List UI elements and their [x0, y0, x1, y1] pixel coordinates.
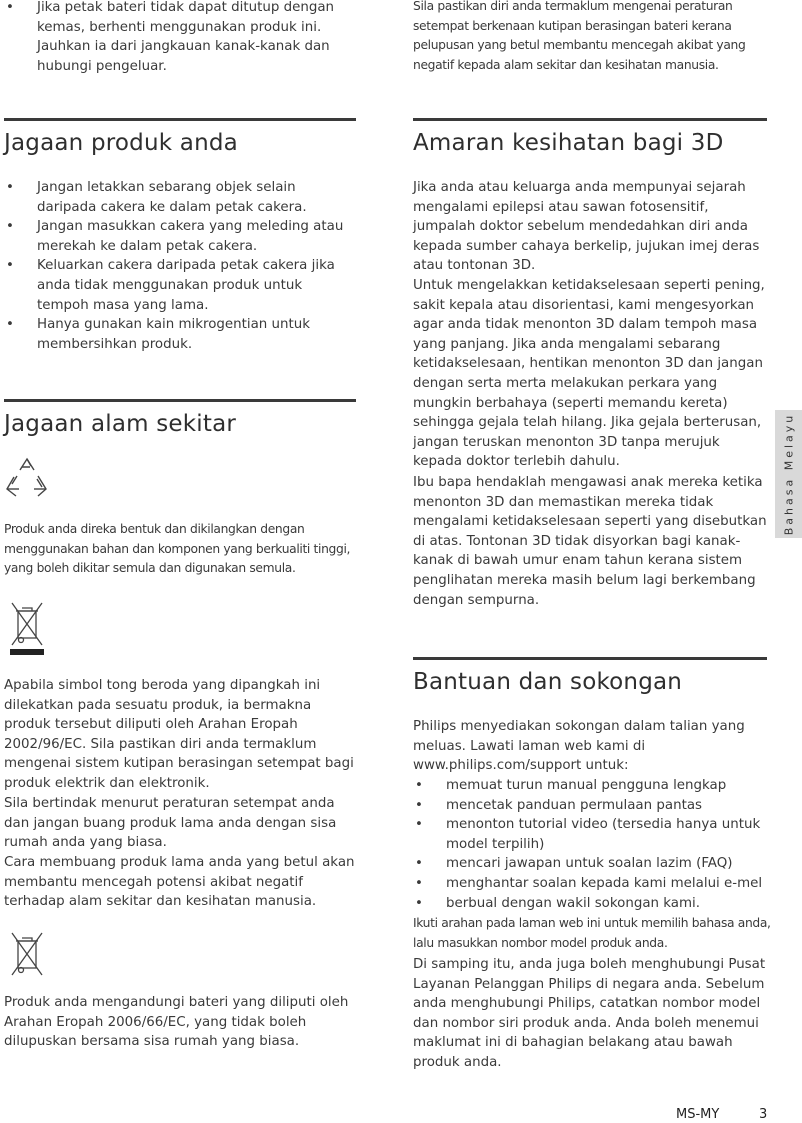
weee-paragraph-3: Cara membuang produk lama anda yang betul akan membantu mencegah potensi akibat negatif terhadap alam sekitar dan kesihatan manusia. — [4, 855, 355, 910]
battery-paragraph: Produk anda mengandungi bateri yang diliputi oleh Arahan Eropah 2006/66/EC, yang tidak boleh dilupuskan bersama sisa rumah yang biasa. — [4, 995, 349, 1050]
support-list — [413, 776, 767, 913]
list-item — [413, 815, 767, 854]
list-item-text: memuat turun manual pengguna lengkap — [446, 778, 727, 793]
list-item — [4, 0, 356, 76]
battery-warning-list — [4, 0, 356, 76]
health-paragraph-2: Untuk mengelakkan ketidakselesaan seperti pening, sakit kepala atau disorientasi, kami mengesyorkan agar anda tidak menonton 3D dalam tempoh masa yang panjang. Jika anda mengalami sebarang ketidakselesaan, hentikan menonton 3D dan jangan dengan serta merta melakukan perkara yang mungkin berbahaya (seperti memandu kereta) sehingga gejala telah hilang. Jika gejala berterusan, jangan teruskan menonton 3D tanpa merujuk kepada doktor terlebih dahulu. — [413, 278, 765, 470]
crossed-bin-icon — [10, 601, 44, 656]
list-item-text: menghantar soalan kepada kami melalui e-mel — [446, 875, 763, 891]
section-rule — [4, 118, 356, 121]
list-item-text: Jangan masukkan cakera yang meleding atau merekah ke dalam petak cakera. — [37, 219, 344, 254]
battery-warning-text: Jika petak bateri tidak dapat ditutup dengan kemas, berhenti menggunakan produk ini. Jauhkan ia dari jangkauan kanak-kanak dan hubungi pengeluar. — [37, 0, 335, 74]
section-title-support: Bantuan dan sokongan — [413, 669, 683, 695]
language-tab-label: Bahasa Melayu — [782, 412, 795, 536]
battery-disposal-text: Sila pastikan diri anda termaklum mengenai peraturan setempat berkenaan kutipan berasingan bateri kerana pelupusan yang betul membantu mencegah akibat yang negatif kepada alam sekitar dan kesihatan manusia. — [413, 0, 746, 72]
weee-paragraph-2: Sila bertindak menurut peraturan setempat anda dan jangan buang produk lama anda dengan sisa rumah anda yang biasa. — [4, 796, 337, 851]
bullet-icon: • — [415, 797, 423, 813]
list-item-text: Jangan letakkan sebarang objek selain daripada cakera ke dalam petak cakera. — [37, 180, 307, 215]
support-language-text: Ikuti arahan pada laman web ini untuk memilih bahasa anda, lalu masukkan nombor model produk anda. — [413, 916, 771, 950]
support-contact-text: Di samping itu, anda juga boleh menghubungi Pusat Layanan Pelanggan Philips di negara anda. Sebelum anda menghubungi Philips, catatkan nombor model dan nombor siri produk anda. Anda boleh menemui maklumat ini di bahagian belakang atau bawah produk anda. — [413, 957, 766, 1070]
language-code: MS-MY — [676, 1107, 720, 1122]
bullet-icon: • — [415, 817, 423, 833]
language-side-tab — [775, 410, 802, 538]
weee-paragraph: Apabila simbol tong beroda yang dipangkah ini dilekatkan pada sesuatu produk, ia bermakna produk tersebut diliputi oleh Arahan Eropah 2002/96/EC. Sila pastikan diri anda termaklum mengenai sistem kutipan berasingan setempat bagi produk elektrik dan elektronik. — [4, 678, 354, 791]
list-item-text: mencari jawapan untuk soalan lazim (FAQ) — [446, 856, 733, 872]
section-title-environment: Jagaan alam sekitar — [4, 411, 237, 437]
bullet-icon: • — [6, 219, 14, 235]
bullet-icon: • — [6, 0, 14, 15]
section-rule — [413, 118, 767, 121]
bullet-icon: • — [6, 317, 14, 333]
bullet-icon: • — [415, 895, 423, 911]
list-item-text: Keluarkan cakera daripada petak cakera jika anda tidak menggunakan produk untuk tempoh masa yang lama. — [37, 258, 335, 313]
list-item-text: mencetak panduan permulaan pantas — [446, 797, 703, 813]
list-item-text: menonton tutorial video (tersedia hanya untuk model terpilih) — [446, 817, 761, 852]
list-item — [413, 894, 767, 914]
list-item — [413, 854, 767, 874]
bullet-icon: • — [415, 856, 423, 872]
list-item — [4, 217, 356, 256]
list-item — [4, 178, 356, 217]
list-item-text: Hanya gunakan kain mikrogentian untuk membersihkan produk. — [37, 317, 311, 352]
list-item — [413, 796, 767, 816]
care-list — [4, 178, 356, 354]
section-title-3d-health: Amaran kesihatan bagi 3D — [413, 130, 724, 156]
bullet-icon: • — [6, 258, 14, 274]
list-item — [4, 256, 356, 315]
health-paragraph-1: Jika anda atau keluarga anda mempunyai sejarah mengalami epilepsi atau sawan fotosensitif, jumpalah doktor sebelum mendedahkan diri anda kepada sumber cahaya berkelip, jujukan imej deras atau tontonan 3D. — [413, 180, 760, 274]
list-item — [413, 776, 767, 796]
crossed-bin-battery-icon — [10, 931, 44, 977]
list-item — [413, 874, 767, 894]
recycle-icon — [4, 456, 50, 502]
health-paragraph-3: Ibu bapa hendaklah mengawasi anak mereka ketika menonton 3D dan memastikan mereka tidak mengalami ketidakselesaan seperti yang disebutkan di atas. Tontonan 3D tidak disyorkan bagi kanak-kanak di bawah umur enam tahun kerana sistem penglihatan mereka masih belum lagi berkembang dengan sempurna. — [413, 475, 767, 608]
list-item-text: berbual dengan wakil sokongan kami. — [446, 895, 701, 911]
bullet-icon: • — [415, 778, 423, 793]
recycle-text: Produk anda direka bentuk dan dikilangkan dengan menggunakan bahan dan komponen yang berkualiti tinggi, yang boleh dikitar semula dan digunakan semula. — [4, 522, 351, 576]
section-rule — [413, 657, 767, 660]
bullet-icon: • — [6, 180, 14, 195]
list-item — [4, 315, 356, 354]
section-rule — [4, 399, 356, 402]
page-number: 3 — [759, 1107, 768, 1122]
section-title-care: Jagaan produk anda — [4, 130, 238, 156]
support-intro: Philips menyediakan sokongan dalam talian yang meluas. Lawati laman web kami di www.philips.com/support untuk: — [413, 719, 745, 774]
bullet-icon: • — [415, 875, 423, 891]
